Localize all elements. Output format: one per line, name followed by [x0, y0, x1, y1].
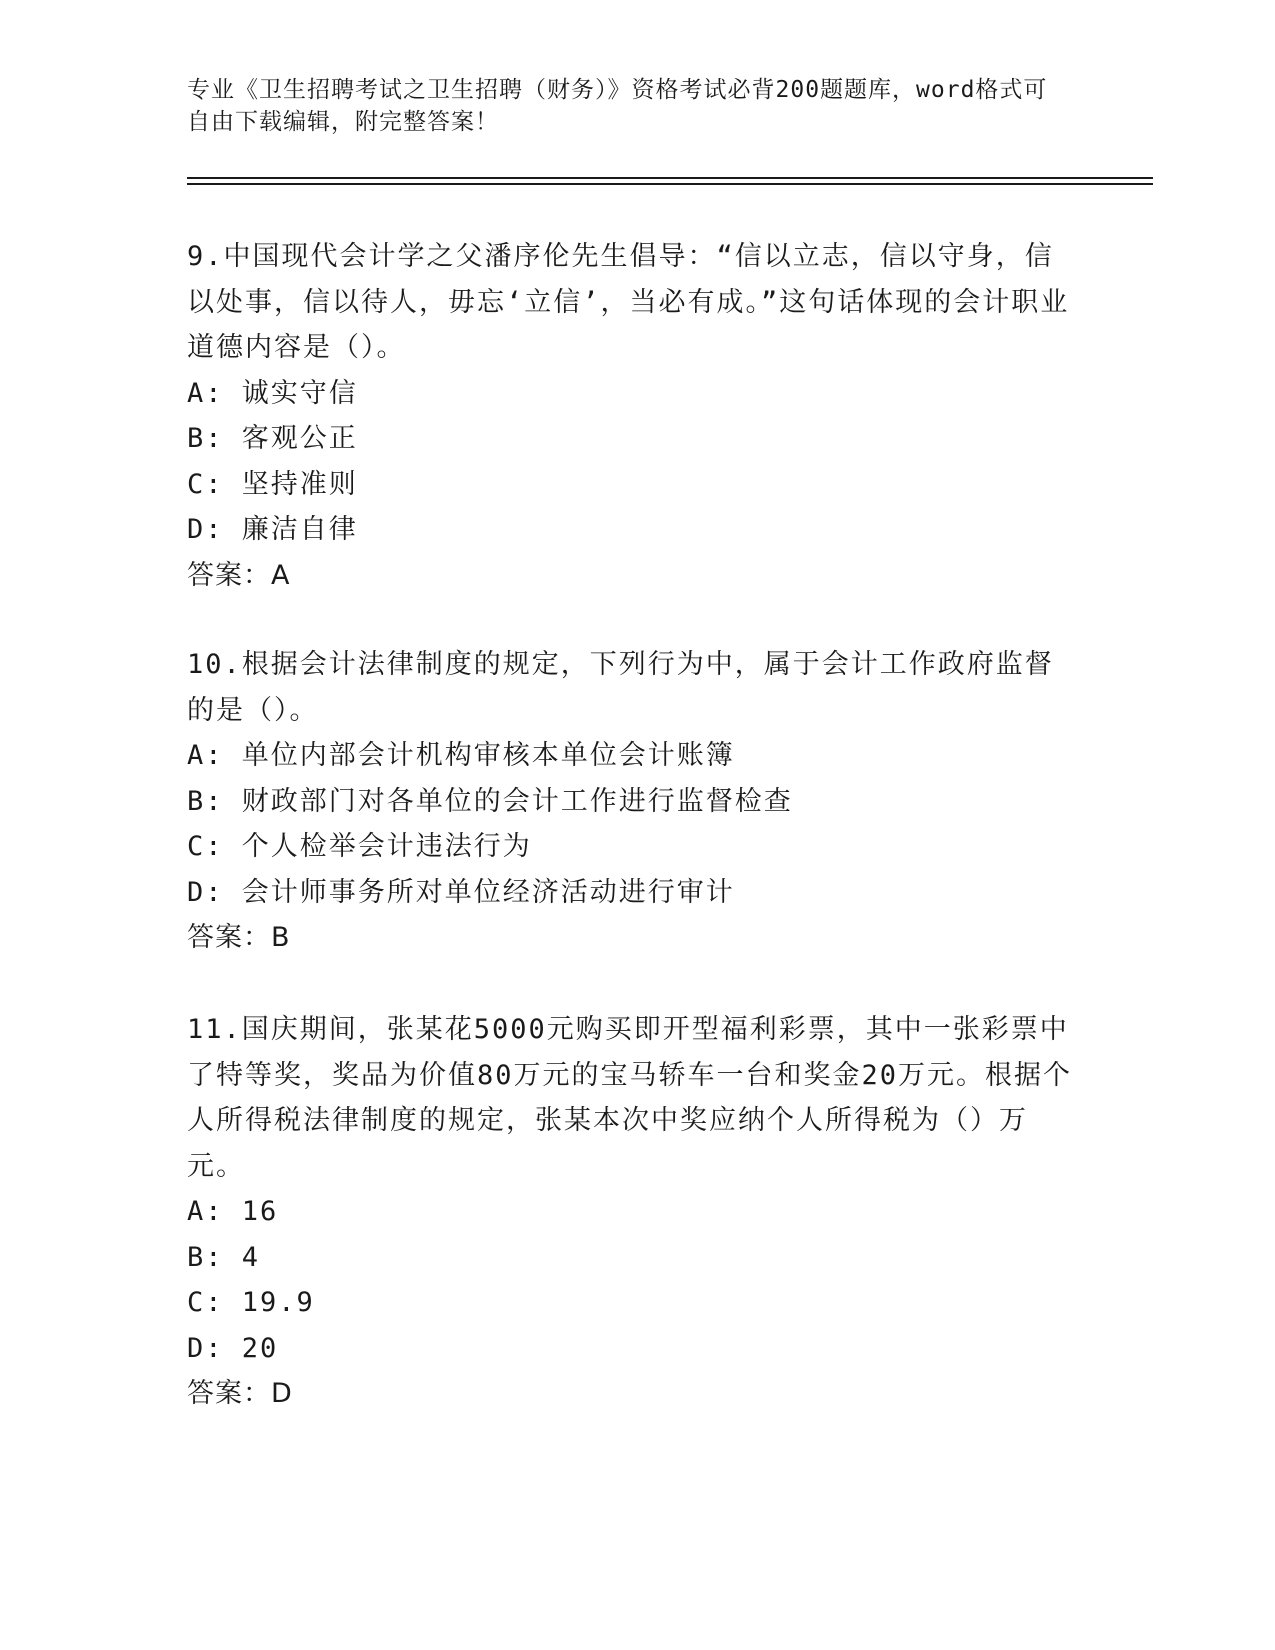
answer-line: 答案：B [187, 922, 291, 953]
option-c: C: 个人检举会计违法行为 [187, 831, 532, 862]
question-9 [187, 234, 1077, 598]
option-c: C: 坚持准则 [187, 468, 358, 500]
option-b: B: 4 [187, 1241, 261, 1273]
question-11 [187, 1007, 1077, 1417]
answer-line: 答案：A [187, 559, 291, 591]
option-c: C: 19.9 [187, 1287, 315, 1318]
option-d: D: 廉洁自律 [187, 514, 358, 545]
question-10 [187, 642, 1077, 961]
question-stem: 11.国庆期间，张某花5000元购买即开型福利彩票，其中一张彩票中了特等奖，奖品为价值80万元的宝马轿车一台和奖金20万元。根据个人所得税法律制度的规定，张某本次中奖应纳个人所得税为（）万元。 [187, 1014, 1073, 1182]
option-d: D: 会计师事务所对单位经济活动进行审计 [187, 876, 735, 908]
option-a: A: 16 [187, 1196, 279, 1227]
option-a: A: 单位内部会计机构审核本单位会计账簿 [187, 740, 735, 771]
option-b: B: 客观公正 [187, 423, 358, 454]
option-a: A: 诚实守信 [187, 377, 358, 409]
header-divider-bottom [187, 183, 1153, 185]
question-stem: 10.根据会计法律制度的规定，下列行为中，属于会计工作政府监督的是（）。 [187, 649, 1054, 726]
option-d: D: 20 [187, 1332, 279, 1364]
document-header: 专业《卫生招聘考试之卫生招聘（财务）》资格考试必背200题题库，word格式可自由下载编辑，附完整答案！ [187, 77, 1048, 135]
answer-line: 答案：D [187, 1378, 293, 1409]
header-divider-top [187, 177, 1153, 179]
question-stem: 9.中国现代会计学之父潘序伦先生倡导：“信以立志，信以守身，信以处事，信以待人，毋忘‘立信’，当必有成。”这句话体现的会计职业道德内容是（）。 [187, 241, 1070, 363]
option-b: B: 财政部门对各单位的会计工作进行监督检查 [187, 785, 793, 817]
